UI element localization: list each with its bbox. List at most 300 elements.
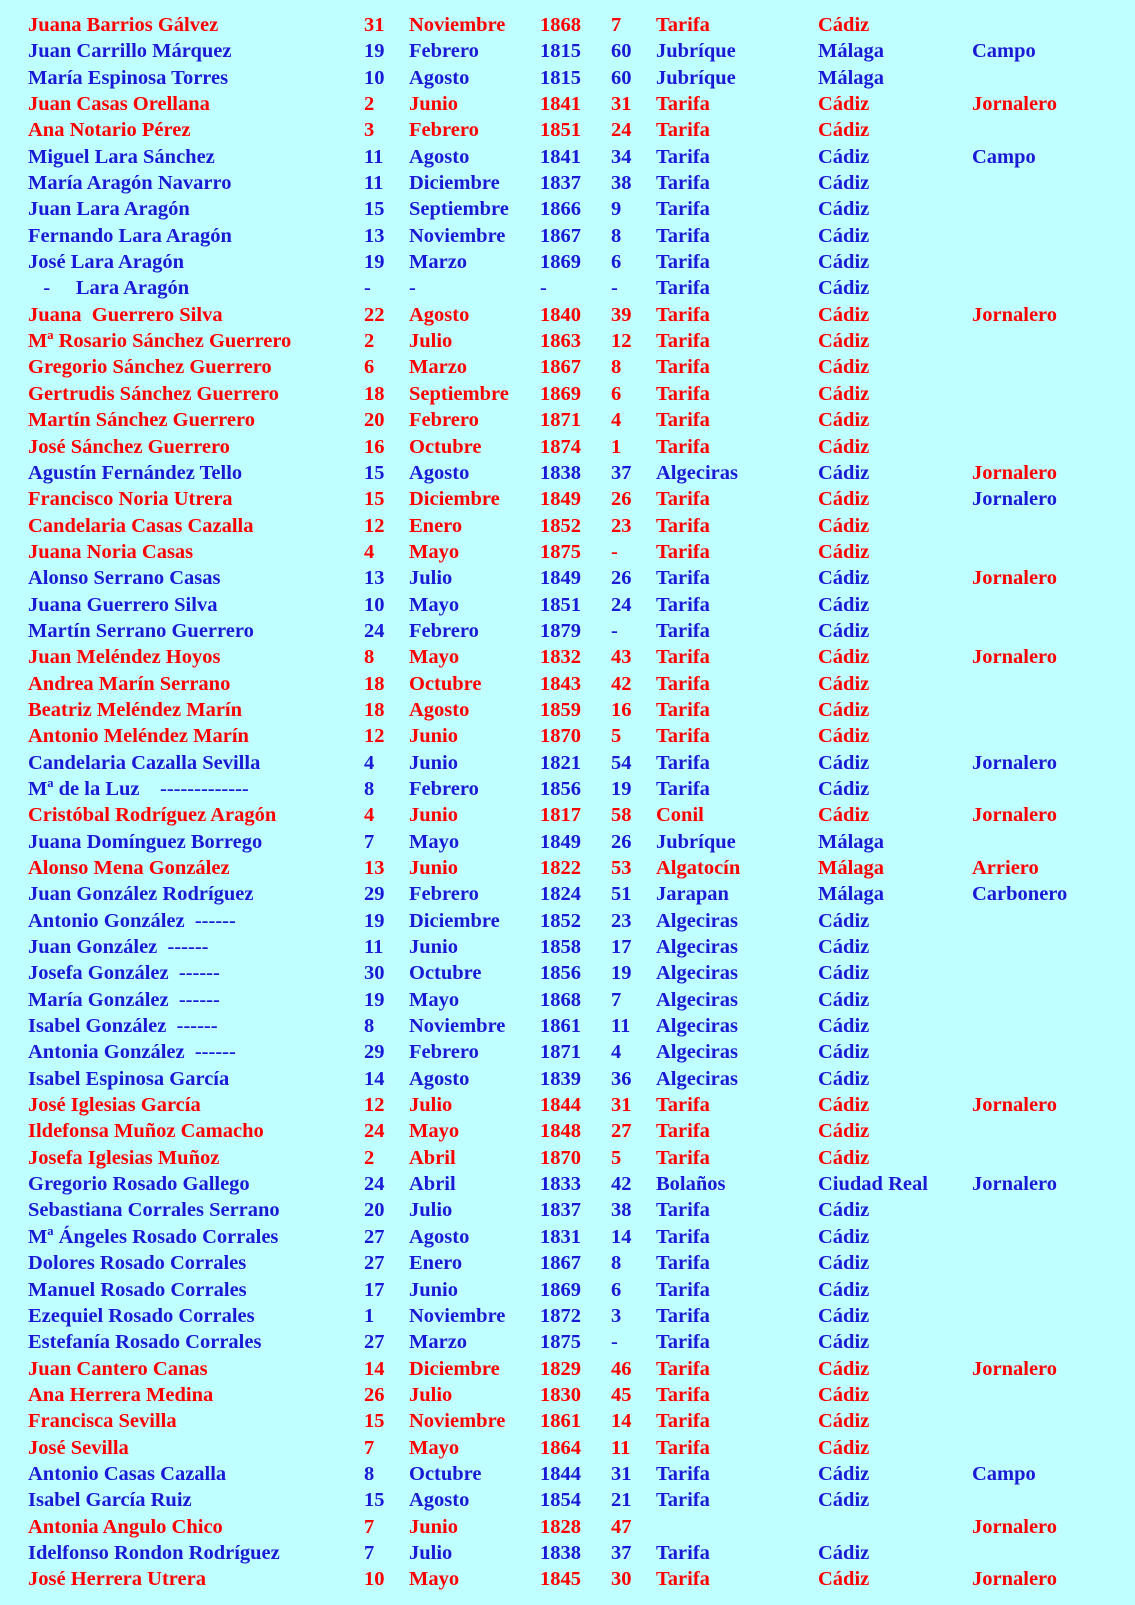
town-cell: Tarifa bbox=[656, 93, 710, 116]
month-cell: Febrero bbox=[409, 619, 479, 642]
province-cell: Cádiz bbox=[818, 1067, 870, 1090]
year-cell: 1856 bbox=[540, 962, 581, 985]
day-cell: 24 bbox=[364, 619, 385, 642]
month-cell: Enero bbox=[409, 514, 463, 537]
town-cell: Tarifa bbox=[656, 1462, 710, 1485]
year-cell: 1871 bbox=[540, 1041, 581, 1064]
day-cell: 8 bbox=[364, 646, 375, 669]
table-row bbox=[0, 1303, 1135, 1329]
table-row bbox=[0, 434, 1135, 460]
year-cell: 1824 bbox=[540, 883, 581, 906]
day-cell: 15 bbox=[364, 461, 385, 484]
town-cell: Algeciras bbox=[656, 988, 738, 1011]
town-cell: Algeciras bbox=[656, 936, 738, 959]
year-cell: 1870 bbox=[540, 1146, 581, 1169]
name-cell: Sebastiana Corrales Serrano bbox=[28, 1199, 280, 1222]
day-cell: 26 bbox=[364, 1383, 385, 1406]
age-cell: 19 bbox=[611, 777, 632, 800]
table-row bbox=[0, 1540, 1135, 1566]
year-cell: 1830 bbox=[540, 1383, 581, 1406]
month-cell: Octubre bbox=[409, 962, 482, 985]
table-row bbox=[0, 1408, 1135, 1434]
age-cell: 5 bbox=[611, 725, 622, 748]
age-cell: 5 bbox=[611, 1146, 622, 1169]
day-cell: 18 bbox=[364, 382, 385, 405]
age-cell: 11 bbox=[611, 1015, 631, 1038]
age-cell: 3 bbox=[611, 1304, 622, 1327]
table-row bbox=[0, 275, 1135, 301]
day-cell: 18 bbox=[364, 698, 385, 721]
town-cell: Jubríque bbox=[656, 40, 736, 63]
month-cell: Febrero bbox=[409, 40, 479, 63]
day-cell: 30 bbox=[364, 962, 385, 985]
day-cell: 7 bbox=[364, 830, 375, 853]
month-cell: Junio bbox=[409, 936, 458, 959]
month-cell: Agosto bbox=[409, 1067, 470, 1090]
month-cell: Mayo bbox=[409, 1120, 460, 1143]
day-cell: 4 bbox=[364, 751, 375, 774]
month-cell: Julio bbox=[409, 567, 453, 590]
table-row bbox=[0, 381, 1135, 407]
age-cell: - bbox=[611, 1331, 618, 1354]
age-cell: 26 bbox=[611, 488, 632, 511]
town-cell: Tarifa bbox=[656, 593, 710, 616]
town-cell: Tarifa bbox=[656, 1489, 710, 1512]
table-row bbox=[0, 1250, 1135, 1276]
month-cell: Agosto bbox=[409, 145, 470, 168]
table-row bbox=[0, 987, 1135, 1013]
table-row bbox=[0, 1224, 1135, 1250]
month-cell: Enero bbox=[409, 1252, 463, 1275]
month-cell: Abril bbox=[409, 1173, 456, 1196]
day-cell: 20 bbox=[364, 409, 385, 432]
name-cell: - Lara Aragón bbox=[28, 277, 190, 300]
province-cell: Cádiz bbox=[818, 1568, 870, 1591]
province-cell: Cádiz bbox=[818, 1199, 870, 1222]
month-cell: Julio bbox=[409, 1094, 453, 1117]
name-cell: Juana Domínguez Borrego bbox=[28, 830, 263, 853]
town-cell: Tarifa bbox=[656, 646, 710, 669]
day-cell: 7 bbox=[364, 1515, 375, 1538]
month-cell: Septiembre bbox=[409, 198, 509, 221]
year-cell: 1841 bbox=[540, 93, 581, 116]
province-cell: Cádiz bbox=[818, 962, 870, 985]
town-cell: Tarifa bbox=[656, 224, 710, 247]
table-row bbox=[0, 1118, 1135, 1144]
table-row bbox=[0, 776, 1135, 802]
town-cell: Tarifa bbox=[656, 172, 710, 195]
month-cell: Marzo bbox=[409, 251, 468, 274]
name-cell: Francisca Sevilla bbox=[28, 1410, 177, 1433]
year-cell: 1817 bbox=[540, 804, 581, 827]
province-cell: Cádiz bbox=[818, 725, 870, 748]
province-cell: Cádiz bbox=[818, 251, 870, 274]
year-cell: 1849 bbox=[540, 830, 581, 853]
town-cell: Tarifa bbox=[656, 1199, 710, 1222]
year-cell: 1867 bbox=[540, 1252, 581, 1275]
table-row bbox=[0, 170, 1135, 196]
day-cell: 11 bbox=[364, 145, 384, 168]
month-cell: Mayo bbox=[409, 988, 460, 1011]
name-cell: Isabel García Ruiz bbox=[28, 1489, 192, 1512]
town-cell: Tarifa bbox=[656, 382, 710, 405]
age-cell: 27 bbox=[611, 1120, 632, 1143]
province-cell: Cádiz bbox=[818, 1041, 870, 1064]
month-cell: Noviembre bbox=[409, 1015, 506, 1038]
age-cell: 19 bbox=[611, 962, 632, 985]
table-row bbox=[0, 328, 1135, 354]
province-cell: Cádiz bbox=[818, 777, 870, 800]
day-cell: 13 bbox=[364, 857, 385, 879]
occupation-cell: Jornalero bbox=[972, 567, 1058, 590]
year-cell: 1861 bbox=[540, 1015, 581, 1038]
year-cell: 1838 bbox=[540, 461, 581, 484]
year-cell: 1852 bbox=[540, 909, 581, 932]
town-cell: Tarifa bbox=[656, 330, 710, 353]
town-cell: Jubríque bbox=[656, 66, 736, 89]
province-cell: Cádiz bbox=[818, 1357, 870, 1380]
age-cell: 31 bbox=[611, 1462, 632, 1485]
year-cell: 1870 bbox=[540, 725, 581, 748]
age-cell: 36 bbox=[611, 1067, 632, 1090]
name-cell: Juana Barrios Gálvez bbox=[28, 14, 219, 36]
age-cell: 8 bbox=[611, 1252, 622, 1275]
name-cell: Antonio González ------ bbox=[28, 909, 236, 932]
province-cell: Málaga bbox=[818, 40, 885, 63]
year-cell: 1854 bbox=[540, 1489, 581, 1512]
table-row bbox=[0, 354, 1135, 380]
province-cell: Málaga bbox=[818, 830, 885, 853]
occupation-cell: Campo bbox=[972, 145, 1036, 168]
province-cell: Cádiz bbox=[818, 303, 870, 326]
province-cell: Cádiz bbox=[818, 514, 870, 537]
town-cell: Tarifa bbox=[656, 1331, 710, 1354]
province-cell: Cádiz bbox=[818, 93, 870, 116]
town-cell: Tarifa bbox=[656, 119, 710, 142]
province-cell: Cádiz bbox=[818, 224, 870, 247]
table-row bbox=[0, 960, 1135, 986]
day-cell: 15 bbox=[364, 1489, 385, 1512]
age-cell: 7 bbox=[611, 14, 622, 36]
town-cell: Algeciras bbox=[656, 909, 738, 932]
age-cell: 12 bbox=[611, 330, 632, 353]
name-cell: Ildefonsa Muñoz Camacho bbox=[28, 1120, 264, 1143]
month-cell: Diciembre bbox=[409, 1357, 500, 1380]
year-cell: 1858 bbox=[540, 936, 581, 959]
year-cell: 1833 bbox=[540, 1173, 581, 1196]
day-cell: 8 bbox=[364, 777, 375, 800]
age-cell: 54 bbox=[611, 751, 632, 774]
year-cell: 1856 bbox=[540, 777, 581, 800]
day-cell: 19 bbox=[364, 40, 385, 63]
age-cell: 6 bbox=[611, 1278, 622, 1301]
month-cell: Mayo bbox=[409, 1568, 460, 1591]
month-cell: Junio bbox=[409, 857, 458, 879]
town-cell: Tarifa bbox=[656, 14, 710, 36]
name-cell: José Sevilla bbox=[28, 1436, 129, 1459]
name-cell: José Lara Aragón bbox=[28, 251, 185, 274]
year-cell: 1868 bbox=[540, 14, 581, 36]
province-cell: Cádiz bbox=[818, 409, 870, 432]
day-cell: 14 bbox=[364, 1357, 385, 1380]
name-cell: Candelaria Cazalla Sevilla bbox=[28, 751, 261, 774]
table-row bbox=[0, 592, 1135, 618]
name-cell: María Espinosa Torres bbox=[28, 66, 229, 89]
day-cell: 10 bbox=[364, 66, 385, 89]
town-cell: Tarifa bbox=[656, 672, 710, 695]
year-cell: 1872 bbox=[540, 1304, 581, 1327]
day-cell: 13 bbox=[364, 567, 385, 590]
month-cell: Mayo bbox=[409, 830, 460, 853]
town-cell: Tarifa bbox=[656, 1357, 710, 1380]
month-cell: Noviembre bbox=[409, 1410, 506, 1433]
table-row bbox=[0, 1277, 1135, 1303]
age-cell: 37 bbox=[611, 461, 632, 484]
day-cell: 19 bbox=[364, 988, 385, 1011]
age-cell: 17 bbox=[611, 936, 632, 959]
name-cell: Mª Ángeles Rosado Corrales bbox=[28, 1225, 279, 1248]
age-cell: 8 bbox=[611, 224, 622, 247]
name-cell: Manuel Rosado Corrales bbox=[28, 1278, 247, 1301]
month-cell: Diciembre bbox=[409, 909, 500, 932]
age-cell: 4 bbox=[611, 1041, 622, 1064]
day-cell: 27 bbox=[364, 1331, 385, 1354]
province-cell: Cádiz bbox=[818, 619, 870, 642]
age-cell: 4 bbox=[611, 409, 622, 432]
table-row bbox=[0, 65, 1135, 91]
age-cell: 26 bbox=[611, 830, 632, 853]
province-cell: Cádiz bbox=[818, 1489, 870, 1512]
day-cell: 3 bbox=[364, 119, 375, 142]
name-cell: Ezequiel Rosado Corrales bbox=[28, 1304, 255, 1327]
name-cell: Gregorio Sánchez Guerrero bbox=[28, 356, 272, 379]
year-cell: 1875 bbox=[540, 1331, 581, 1354]
province-cell: Cádiz bbox=[818, 198, 870, 221]
town-cell: Tarifa bbox=[656, 409, 710, 432]
table-row bbox=[0, 802, 1135, 828]
year-cell: 1815 bbox=[540, 66, 581, 89]
name-cell: Candelaria Casas Cazalla bbox=[28, 514, 254, 537]
day-cell: 12 bbox=[364, 514, 385, 537]
province-cell: Cádiz bbox=[818, 936, 870, 959]
table-row bbox=[0, 750, 1135, 776]
year-cell: 1875 bbox=[540, 540, 581, 563]
name-cell: Antonia González ------ bbox=[28, 1041, 236, 1064]
age-cell: 9 bbox=[611, 198, 622, 221]
age-cell: 46 bbox=[611, 1357, 632, 1380]
name-cell: María González ------ bbox=[28, 988, 220, 1011]
name-cell: Dolores Rosado Corrales bbox=[28, 1252, 247, 1275]
town-cell: Tarifa bbox=[656, 303, 710, 326]
name-cell: Josefa González ------ bbox=[28, 962, 220, 985]
year-cell: 1841 bbox=[540, 145, 581, 168]
month-cell: Diciembre bbox=[409, 172, 500, 195]
province-cell: Ciudad Real bbox=[818, 1173, 928, 1196]
table-row bbox=[0, 1356, 1135, 1382]
day-cell: 10 bbox=[364, 1568, 385, 1591]
age-cell: 16 bbox=[611, 698, 632, 721]
age-cell: 58 bbox=[611, 804, 632, 827]
table-row bbox=[0, 1013, 1135, 1039]
year-cell: 1849 bbox=[540, 567, 581, 590]
age-cell: 21 bbox=[611, 1489, 632, 1512]
age-cell: 6 bbox=[611, 251, 622, 274]
month-cell: Diciembre bbox=[409, 488, 500, 511]
year-cell: 1829 bbox=[540, 1357, 581, 1380]
year-cell: 1867 bbox=[540, 224, 581, 247]
town-cell: Algeciras bbox=[656, 962, 738, 985]
province-cell: Cádiz bbox=[818, 1331, 870, 1354]
name-cell: Ana Notario Pérez bbox=[28, 119, 191, 142]
name-cell: Fernando Lara Aragón bbox=[28, 224, 232, 247]
age-cell: 1 bbox=[611, 435, 622, 458]
table-row bbox=[0, 618, 1135, 644]
name-cell: Agustín Fernández Tello bbox=[28, 461, 243, 484]
table-row bbox=[0, 908, 1135, 934]
month-cell: Julio bbox=[409, 1199, 453, 1222]
age-cell: 24 bbox=[611, 593, 632, 616]
year-cell: 1848 bbox=[540, 1120, 581, 1143]
day-cell: 15 bbox=[364, 488, 385, 511]
table-row bbox=[0, 144, 1135, 170]
name-cell: José Iglesias García bbox=[28, 1094, 201, 1117]
town-cell: Tarifa bbox=[656, 514, 710, 537]
town-cell: Tarifa bbox=[656, 1436, 710, 1459]
province-cell: Cádiz bbox=[818, 1304, 870, 1327]
province-cell: Cádiz bbox=[818, 172, 870, 195]
age-cell: 53 bbox=[611, 857, 632, 879]
town-cell: Tarifa bbox=[656, 1252, 710, 1275]
table-row bbox=[0, 829, 1135, 855]
name-cell: Juan Carrillo Márquez bbox=[28, 40, 232, 63]
table-row bbox=[0, 565, 1135, 591]
name-cell: Gregorio Rosado Gallego bbox=[28, 1173, 250, 1196]
table-row bbox=[0, 513, 1135, 539]
month-cell: Febrero bbox=[409, 119, 479, 142]
age-cell: - bbox=[611, 619, 618, 642]
age-cell: - bbox=[611, 540, 618, 563]
year-cell: 1851 bbox=[540, 593, 581, 616]
name-cell: Josefa Iglesias Muñoz bbox=[28, 1146, 220, 1169]
province-cell: Cádiz bbox=[818, 567, 870, 590]
province-cell: Cádiz bbox=[818, 382, 870, 405]
province-cell: Cádiz bbox=[818, 540, 870, 563]
occupation-cell: Jornalero bbox=[972, 461, 1058, 484]
province-cell: Cádiz bbox=[818, 646, 870, 669]
day-cell: 13 bbox=[364, 224, 385, 247]
month-cell: Junio bbox=[409, 804, 458, 827]
province-cell: Málaga bbox=[818, 883, 885, 906]
name-cell: Antonio Casas Cazalla bbox=[28, 1462, 227, 1485]
year-cell: 1822 bbox=[540, 857, 581, 879]
day-cell: 27 bbox=[364, 1252, 385, 1275]
day-cell: 27 bbox=[364, 1225, 385, 1248]
table-row bbox=[0, 1092, 1135, 1118]
table-row bbox=[0, 117, 1135, 143]
province-cell: Cádiz bbox=[818, 1383, 870, 1406]
province-cell: Cádiz bbox=[818, 14, 870, 36]
year-cell: 1866 bbox=[540, 198, 581, 221]
day-cell: - bbox=[364, 277, 371, 300]
day-cell: 8 bbox=[364, 1015, 375, 1038]
town-cell: Tarifa bbox=[656, 1094, 710, 1117]
name-cell: Juana Guerrero Silva bbox=[28, 593, 218, 616]
table-row bbox=[0, 881, 1135, 907]
year-cell: 1832 bbox=[540, 646, 581, 669]
day-cell: 15 bbox=[364, 1410, 385, 1433]
province-cell: Cádiz bbox=[818, 488, 870, 511]
age-cell: 6 bbox=[611, 382, 622, 405]
table-row bbox=[0, 1171, 1135, 1197]
occupation-cell: Jornalero bbox=[972, 1568, 1058, 1591]
town-cell: Jarapan bbox=[656, 883, 729, 906]
day-cell: 22 bbox=[364, 303, 385, 326]
month-cell: Junio bbox=[409, 751, 458, 774]
town-cell: Tarifa bbox=[656, 751, 710, 774]
province-cell: Cádiz bbox=[818, 1278, 870, 1301]
name-cell: Juan Meléndez Hoyos bbox=[28, 646, 221, 669]
age-cell: 47 bbox=[611, 1515, 632, 1538]
town-cell: Tarifa bbox=[656, 145, 710, 168]
name-cell: Idelfonso Rondon Rodríguez bbox=[28, 1541, 280, 1564]
table-row bbox=[0, 1066, 1135, 1092]
month-cell: Junio bbox=[409, 1278, 458, 1301]
occupation-cell: Jornalero bbox=[972, 646, 1058, 669]
town-cell: Tarifa bbox=[656, 198, 710, 221]
day-cell: 18 bbox=[364, 672, 385, 695]
table-row bbox=[0, 223, 1135, 249]
day-cell: 19 bbox=[364, 251, 385, 274]
town-cell: Tarifa bbox=[656, 1146, 710, 1169]
day-cell: 12 bbox=[364, 1094, 385, 1117]
province-cell: Cádiz bbox=[818, 593, 870, 616]
town-cell: Tarifa bbox=[656, 725, 710, 748]
table-row bbox=[0, 196, 1135, 222]
occupation-cell: Jornalero bbox=[972, 1357, 1058, 1380]
table-row bbox=[0, 723, 1135, 749]
name-cell: Miguel Lara Sánchez bbox=[28, 145, 215, 168]
town-cell: Bolaños bbox=[656, 1173, 726, 1196]
town-cell: Tarifa bbox=[656, 1120, 710, 1143]
table-row bbox=[0, 1514, 1135, 1540]
table-row bbox=[0, 697, 1135, 723]
age-cell: 42 bbox=[611, 672, 632, 695]
day-cell: 29 bbox=[364, 883, 385, 906]
occupation-cell: Campo bbox=[972, 1462, 1036, 1485]
town-cell: Tarifa bbox=[656, 777, 710, 800]
month-cell: Febrero bbox=[409, 1041, 479, 1064]
month-cell: Julio bbox=[409, 330, 453, 353]
day-cell: 4 bbox=[364, 540, 375, 563]
month-cell: Mayo bbox=[409, 1436, 460, 1459]
town-cell: Conil bbox=[656, 804, 704, 827]
age-cell: 51 bbox=[611, 883, 632, 906]
name-cell: Antonia Angulo Chico bbox=[28, 1515, 223, 1538]
table-row bbox=[0, 1039, 1135, 1065]
province-cell: Cádiz bbox=[818, 1146, 870, 1169]
year-cell: 1831 bbox=[540, 1225, 581, 1248]
occupation-cell: Jornalero bbox=[972, 1094, 1058, 1117]
day-cell: 24 bbox=[364, 1120, 385, 1143]
year-cell: 1869 bbox=[540, 382, 581, 405]
town-cell: Tarifa bbox=[656, 1541, 710, 1564]
month-cell: Junio bbox=[409, 93, 458, 116]
age-cell: 11 bbox=[611, 1436, 631, 1459]
day-cell: 29 bbox=[364, 1041, 385, 1064]
month-cell: Agosto bbox=[409, 303, 470, 326]
month-cell: Agosto bbox=[409, 461, 470, 484]
province-cell: Cádiz bbox=[818, 1541, 870, 1564]
